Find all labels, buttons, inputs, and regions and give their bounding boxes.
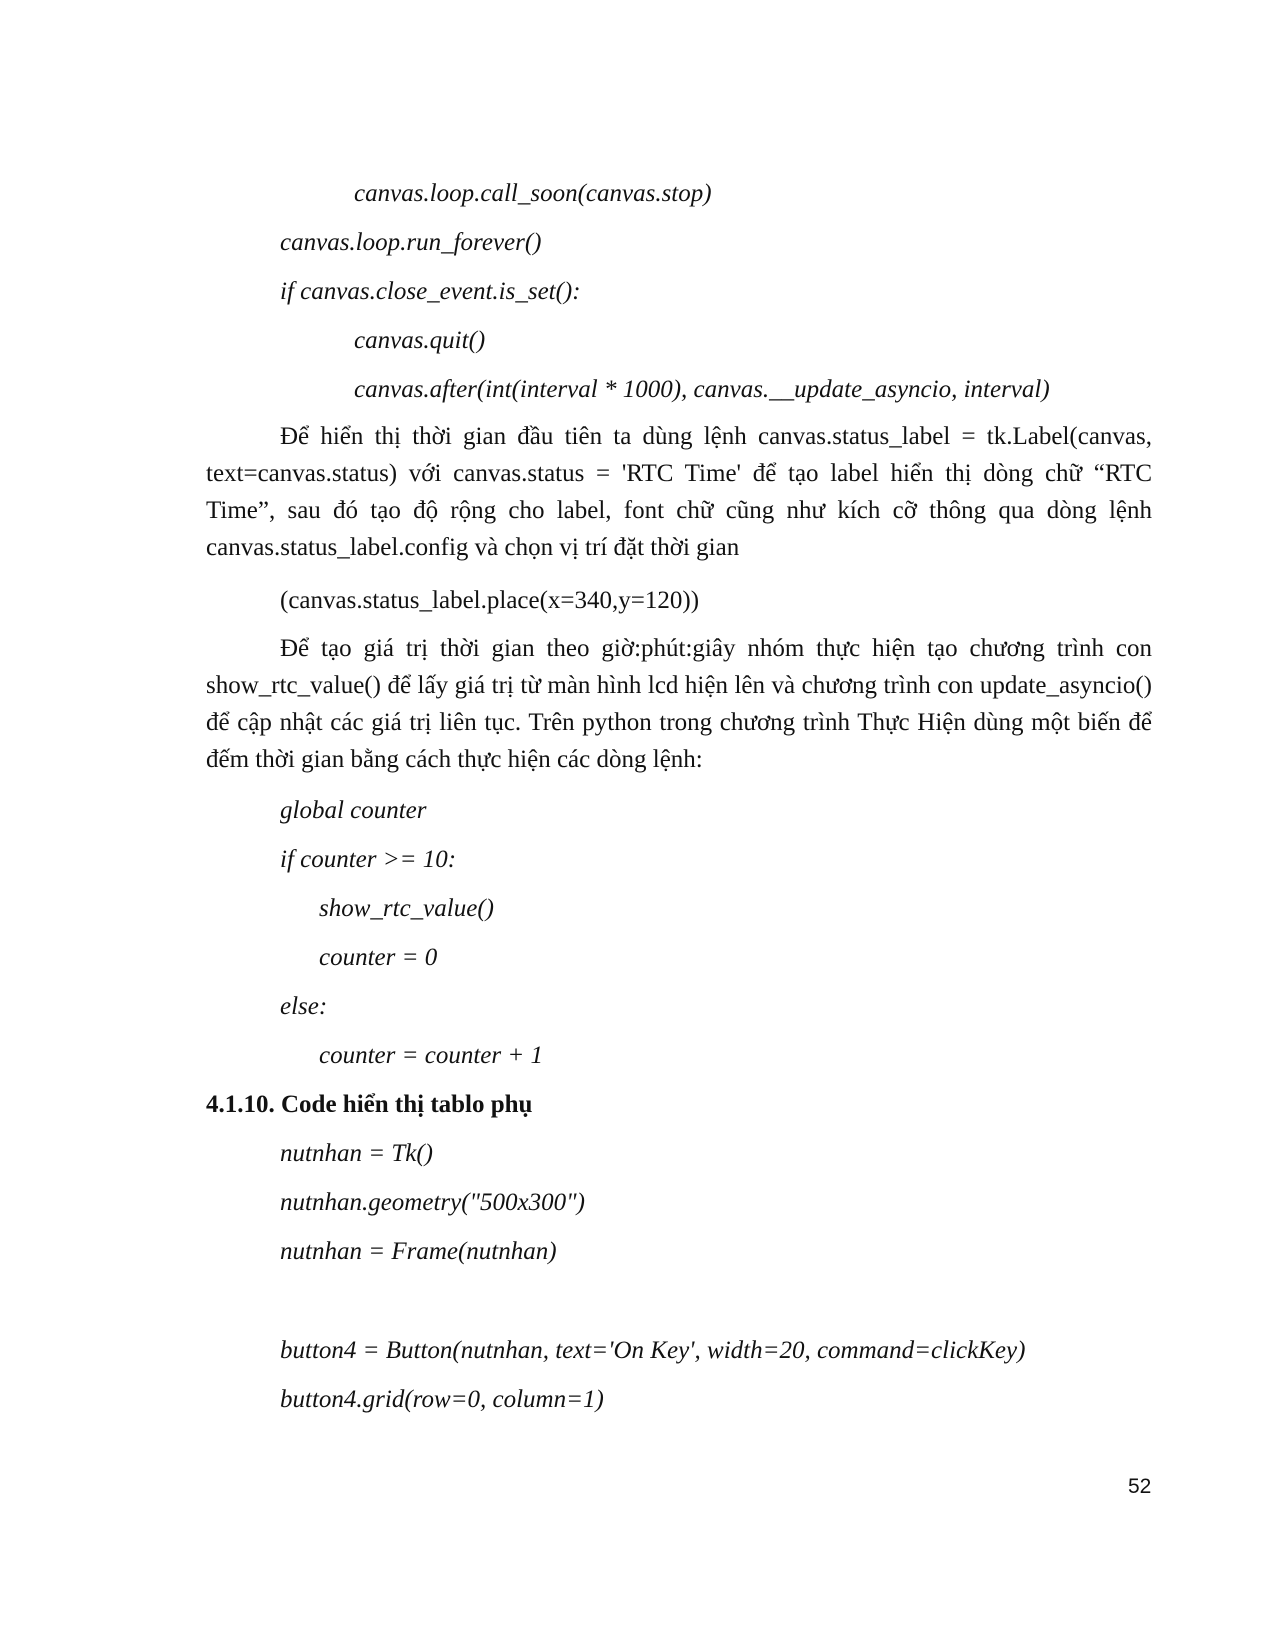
paragraph-rtc-value-text: Để tạo giá trị thời gian theo giờ:phút:giây nhóm thực hiện tạo chương trình con show_rtc_value() để lấy giá trị từ màn hình lcd hiện lên và chương trình con update_asyncio() để cập nhật các giá trị liên tục. Trên python trong chương trình Thực Hiện dùng một biến để đếm thời gian bằng cách thực hiện các dòng lệnh: bbox=[206, 635, 1152, 773]
code-line-if-counter: if counter >= 10: bbox=[280, 846, 457, 873]
code-line-canvas-after: canvas.after(int(interval * 1000), canvas.__update_asyncio, interval) bbox=[354, 376, 1050, 403]
code-line-counter-increment: counter = counter + 1 bbox=[319, 1042, 543, 1069]
code-line-else: else: bbox=[280, 993, 328, 1020]
code-line-if-close-event: if canvas.close_event.is_set(): bbox=[280, 278, 581, 305]
code-line-nutnhan-frame: nutnhan = Frame(nutnhan) bbox=[280, 1238, 557, 1265]
code-line-global-counter: global counter bbox=[280, 797, 427, 824]
code-line-counter-reset: counter = 0 bbox=[319, 944, 438, 971]
paragraph-status-label-text: Để hiển thị thời gian đầu tiên ta dùng lệnh canvas.status_label = tk.Label(canvas, text=canvas.status) với canvas.status = 'RTC Time' để tạo label hiển thị dòng chữ “RTC Time”, sau đó tạo độ rộng cho label, font chữ cũng như kích cỡ thông qua dòng lệnh canvas.status_label.config và chọn vị trí đặt thời gian bbox=[206, 423, 1152, 561]
code-line-canvas-quit: canvas.quit() bbox=[354, 327, 486, 354]
paragraph-rtc-value bbox=[206, 630, 1152, 778]
paragraph-status-label-place-code: (canvas.status_label.place(x=340,y=120)) bbox=[280, 587, 700, 614]
code-line-run-forever: canvas.loop.run_forever() bbox=[280, 229, 542, 256]
code-line-nutnhan-geometry: nutnhan.geometry("500x300") bbox=[280, 1189, 585, 1216]
paragraph-status-label bbox=[206, 418, 1152, 566]
code-line-button4-grid: button4.grid(row=0, column=1) bbox=[280, 1386, 604, 1413]
code-line-show-rtc-value: show_rtc_value() bbox=[319, 895, 494, 922]
page-number: 52 bbox=[1128, 1475, 1152, 1498]
code-line-call-soon: canvas.loop.call_soon(canvas.stop) bbox=[354, 180, 712, 207]
code-line-nutnhan-tk: nutnhan = Tk() bbox=[280, 1140, 433, 1167]
code-line-button4-create: button4 = Button(nutnhan, text='On Key', width=20, command=clickKey) bbox=[280, 1337, 1026, 1364]
section-heading: 4.1.10. Code hiển thị tablo phụ bbox=[206, 1091, 533, 1118]
